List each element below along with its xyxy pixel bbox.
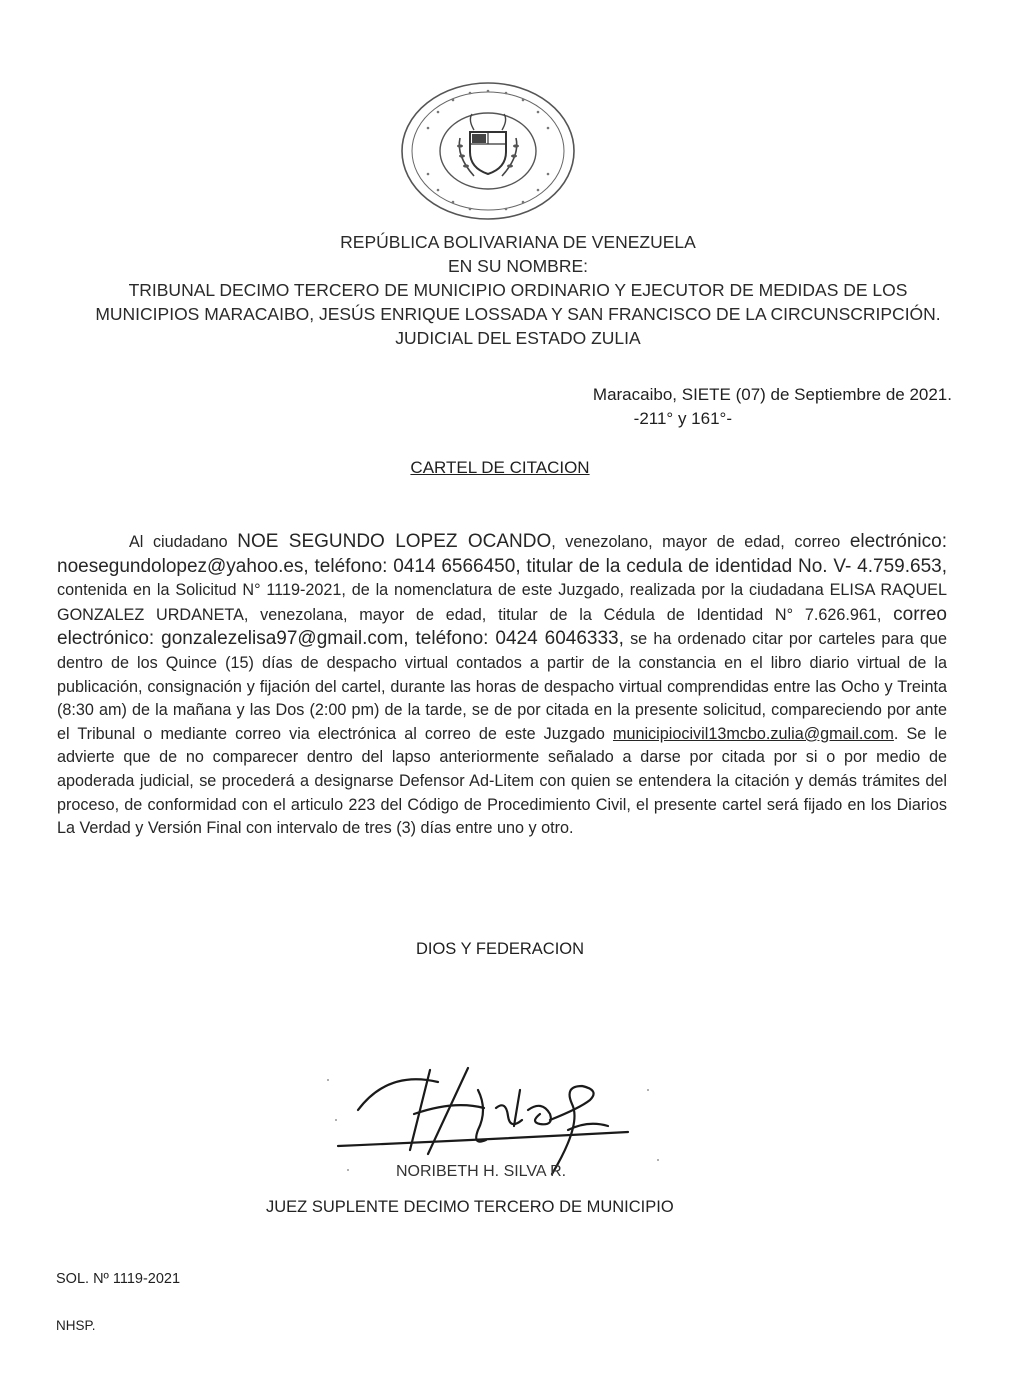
header-court-line3: JUDICIAL DEL ESTADO ZULIA xyxy=(395,328,641,348)
document-body xyxy=(57,530,947,841)
judge-role: JUEZ SUPLENTE DECIMO TERCERO DE MUNICIPIO xyxy=(266,1198,674,1216)
court-seal xyxy=(398,80,578,222)
body-text-6: se ha ordenado citar por carteles para que dentro de los Quince (15) días de despacho virtual contados a partir de la constancia en el libro diario virtual de la publicación, consignación y fijación del cartel, durante las horas de despacho virtual comprendidas entre las Ocho y Treinta (8:30 am) de la mañana y las Dos (2:00 pm) de la tarde, se de por citada en la presente solicitud, compareciendo por ante el Tribunal o mediante correo via electrónica al correo de este Juzgado xyxy=(57,630,947,743)
header-court-line1: TRIBUNAL DECIMO TERCERO DE MUNICIPIO ORDINARIO Y EJECUTOR DE MEDIDAS DE LOS xyxy=(128,280,908,300)
date-block xyxy=(593,383,952,431)
header-republic: REPÚBLICA BOLIVARIANA DE VENEZUELA xyxy=(340,232,696,252)
place-date: Maracaibo, SIETE (07) de Septiembre de 2021. xyxy=(592,385,952,404)
body-text-7: . Se le advierte que de no comparecer dentro del lapso anteriormente señalado a darse por citada por si o por medio de apoderada judicial, se procederá a designarse Defensor Ad-Litem con quien se entendera la citación y demás trámites del proceso, de conformidad con el articulo 223 del Código de Procedimiento Civil, el presente cartel será fijado en los Diarios La Verdad y Versión Final con intervalo de tres (3) días entre uno y otro. xyxy=(57,724,947,838)
citizen-name: NOE SEGUNDO LOPEZ OCANDO xyxy=(237,531,552,552)
citizen-contact: electrónico: noesegundolopez@yahoo.es, teléfono: 0414 6566450, titular de la cedula de identidad No. V- 4.759.653, xyxy=(57,531,947,577)
document-title: CARTEL DE CITACION xyxy=(410,458,590,477)
judge-signature xyxy=(318,1050,678,1210)
court-email-link[interactable]: municipiocivil13mcbo.zulia@gmail.com xyxy=(612,724,894,743)
body-text-2: , venezolano, mayor de edad, correo xyxy=(551,533,850,551)
header-in-its-name: EN SU NOMBRE: xyxy=(447,256,589,276)
applicant-contact: correo electrónico: gonzalezelisa97@gmail.com, teléfono: 0424 6046333, xyxy=(57,603,947,650)
body-intro: Al ciudadano xyxy=(129,533,238,551)
header-court-line2: MUNICIPIOS MARACAIBO, JESÚS ENRIQUE LOSSADA Y SAN FRANCISCO DE LA CIRCUNSCRIPCIÓN. xyxy=(95,304,941,324)
request-number: SOL. Nº 1119-2021 xyxy=(56,1271,181,1287)
document-header xyxy=(40,230,996,350)
body-text-4: contenida en la Solicitud N° 1119-2021, de la nomenclatura de este Juzgado, realizada por la ciudadana ELISA RAQUEL GONZALEZ URDANETA, venezolana, mayor de edad, titular de la Cédula de Identidad N° 7.626.961, xyxy=(57,581,947,624)
coat-of-arms-seal-icon xyxy=(398,80,578,222)
typist-initials: NHSP. xyxy=(56,1318,96,1333)
handwritten-signature-icon xyxy=(318,1050,678,1210)
closing-motto: DIOS Y FEDERACION xyxy=(415,940,585,958)
era-years: -211° y 161°- xyxy=(633,409,732,428)
judge-name: NORIBETH H. SILVA R. xyxy=(396,1163,567,1180)
